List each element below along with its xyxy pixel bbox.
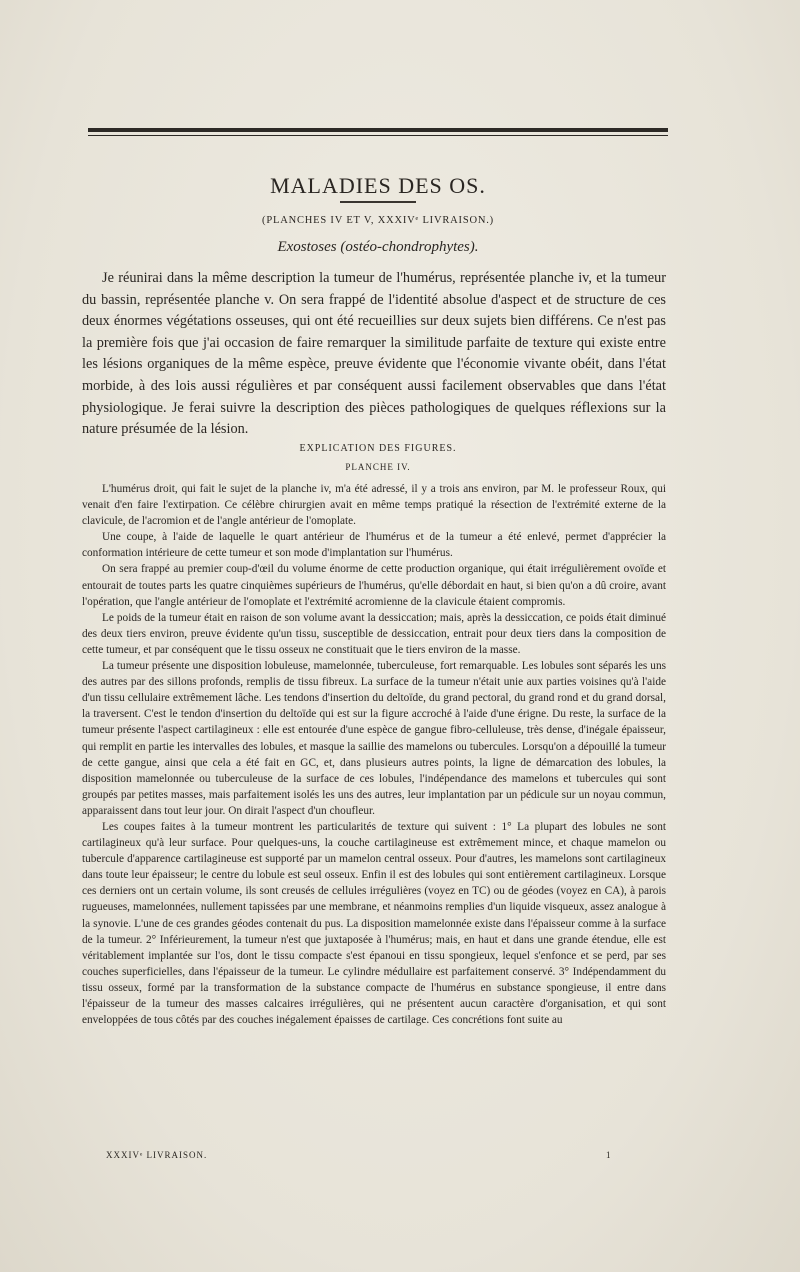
intro-paragraph: Je réunirai dans la même description la tumeur de l'humérus, représentée planche iv, et la tumeur du bassin, représentée planche v. On sera frappé de l'identité absolue d'aspect et de structure de ces deux énormes végétations osseuses, qui ont été recueillies sur deux sujets bien différens. Ce n'est pas la première fois que j'ai occasion de faire remarquer la similitude parfaite de texture qui existe entre les lésions organiques de la même espèce, preuve évidente que l'économie vivante obéit, dans l'état morbide, à des lois aussi régulières et par conséquent aussi facilement observables que dans l'état physiologique. Je ferai suivre la description des pièces pathologiques de quelques réflexions sur la nature présumée de la lésion. bbox=[82, 270, 666, 438]
footer-signature: XXXIVᵉ LIVRAISON. bbox=[106, 1150, 208, 1160]
header-rule-thick bbox=[88, 128, 668, 132]
header-rule-thin bbox=[88, 135, 668, 136]
paragraph: On sera frappé au premier coup-d'œil du volume énorme de cette production organique, qui était irrégulièrement ovoïde et entourait de toutes parts les quatre cinquièmes supérieurs de l'humérus, qu'elle débordait en haut, si bien qu'on a dû croire, avant l'opération, que l'angle antérieur de l'omoplate et l'extrémité acromienne de la clavicule étaient compromis. bbox=[82, 563, 666, 608]
page-title: MALADIES DES OS. bbox=[270, 172, 486, 198]
section-subtitle: Exostoses (ostéo-chondrophytes). bbox=[277, 239, 479, 255]
paragraph: Une coupe, à l'aide de laquelle le quart antérieur de l'humérus et de la tumeur a été enlevé, permet d'apprécier la conformation intérieure de cette tumeur et son mode d'implantation sur l'humérus. bbox=[82, 531, 666, 560]
paragraph: Le poids de la tumeur était en raison de son volume avant la dessiccation; mais, après la dessiccation, ce poids était diminué des deux tiers environ, preuve évidente qu'un tissu, susceptible de dessiccation, entrait pour deux tiers dans la composition de cette tumeur, et par conséquent que le tissu osseux ne constituait que le tiers environ de la masse. bbox=[82, 611, 666, 656]
paragraph: L'humérus droit, qui fait le sujet de la planche iv, m'a été adressé, il y a trois ans environ, par M. le professeur Roux, qui venait d'en faire l'extirpation. Ce célèbre chirurgien avait en même temps pratiqué la résection de l'extrémité externe de la clavicule, de l'acromion et de l'angle antérieur de l'omoplate. bbox=[82, 483, 666, 528]
body-text bbox=[82, 481, 666, 1028]
section-subheading: PLANCHE IV. bbox=[345, 462, 411, 472]
title-divider bbox=[340, 201, 416, 203]
plates-reference: (PLANCHES IV ET V, XXXIVᵉ LIVRAISON.) bbox=[262, 215, 494, 226]
section-heading: EXPLICATION DES FIGURES. bbox=[299, 443, 457, 454]
page-number: 1 bbox=[606, 1150, 611, 1160]
paragraph: Les coupes faites à la tumeur montrent les particularités de texture qui suivent : 1° La plupart des lobules ne sont cartilagineux qu'à leur surface. Pour quelques-uns, la couche cartilagineuse est extrêmement mince, et chaque mamelon ou tubercule d'apparence cartilagineuse est supporté par un mamelon central osseux. Pour d'autres, les mamelons sont cartilagineux dans toute leur épaisseur; le centre du lobule est seul osseux. Enfin il est des lobules qui sont entièrement cartilagineux. Lorsque ces derniers ont un certain volume, ils sont creusés de cellules irrégulières (voyez en TC) ou de géodes (voyez en CA), à parois rugueuses, mamelonnées, nullement tapissées par une membrane, et néanmoins remplies d'un liquide visqueux, assez analogue à la synovie. L'une de ces grandes géodes contenait du pus. La disposition mamelonnée existe dans l'épaisseur comme à la surface de la tumeur. 2° Inférieurement, la tumeur n'est que juxtaposée à l'humérus; mais, en haut et dans une grande étendue, elle est véritablement implantée sur l'os, dont le tissu compacte s'est épanoui en tissu spongieux, lequel s'enfonce et se perd, par ses couches superficielles, dans l'épaisseur de la tumeur. Le cylindre médullaire est parfaitement conservé. 3° Indépendamment du tissu osseux, formé par la transformation de la substance compacte de l'humérus en substance spongieuse, il entre dans l'épaisseur de la tumeur des masses calcaires irrégulières, qui ne présentent aucun caractère d'organisation, et qui sont enveloppées de tous côtés par des couches inégalement épaisses de cartilage. Ces concrétions font suite au bbox=[82, 820, 666, 1027]
paragraph: La tumeur présente une disposition lobuleuse, mamelonnée, tuberculeuse, fort remarquable. Les lobules sont séparés les uns des autres par des sillons profonds, remplis de tissu fibreux. La surface de la tumeur n'était unie aux parties voisines qu'à l'aide d'un tissu cellulaire extrêmement lâche. Les tendons d'insertion du deltoïde, du grand pectoral, du grand rond et du grand dorsal, la traversent. C'est le tendon d'insertion du deltoïde qui est sur la figure accroché à l'aide d'une érigne. Du reste, la surface de la tumeur présente l'aspect cartilagineux : elle est entourée d'une espèce de gangue fibro-celluleuse, très dense, d'inégale épaisseur, qui remplit en partie les intervalles des lobules, et masque la saillie des mamelons ou tubercules. Lorsqu'on a dépouillé la tumeur de cette gangue, ainsi que cela a été fait en GC, et, dans plusieurs autres points, la ligne de démarcation des lobules, la disposition mamelonnée ou tuberculeuse de la surface de ces lobules, l'indépendance des mamelons et tubercules qui sont groupés par petites masses, mais parfaitement isolés les uns des autres, leur implantation par un pédicule sur un noyau commun, apparaissent dans tout leur jour. On dirait l'aspect d'un choufleur. bbox=[82, 660, 666, 817]
